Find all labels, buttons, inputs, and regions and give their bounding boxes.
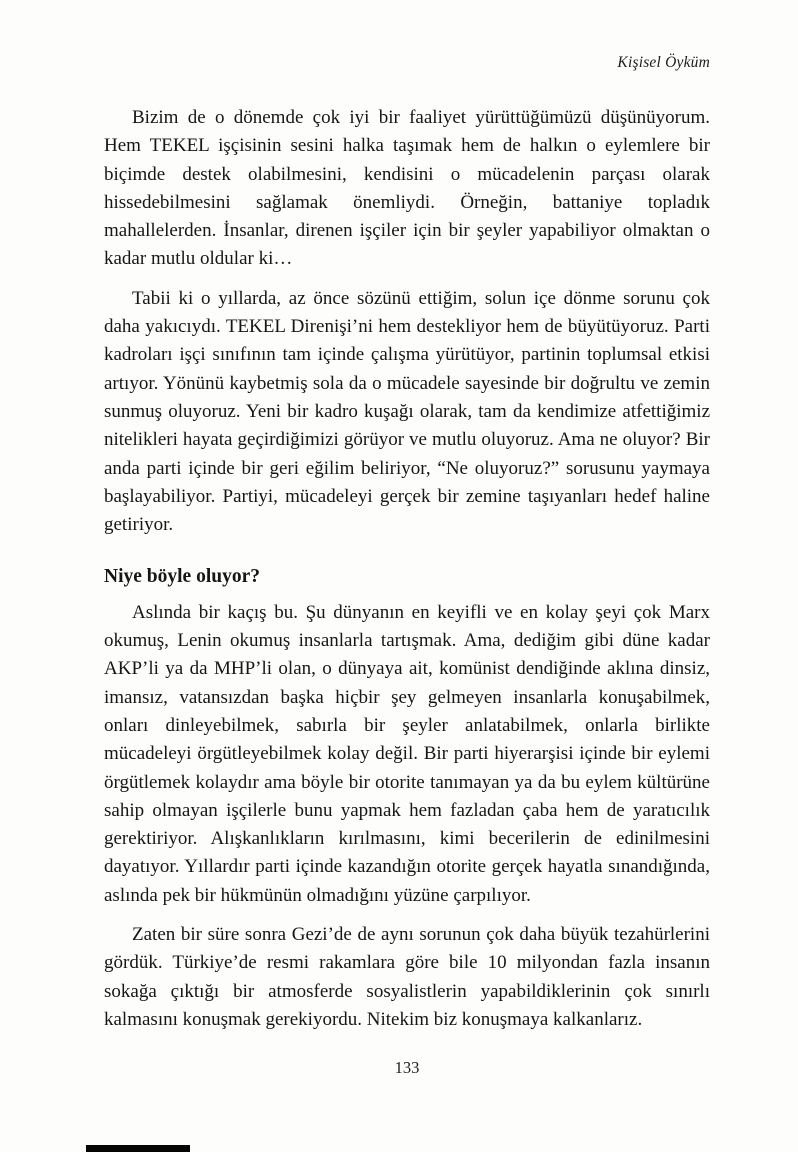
- running-header: Kişisel Öyküm: [617, 54, 710, 71]
- paragraph: Zaten bir süre sonra Gezi’de de aynı sorunun çok daha büyük tezahürlerini gördük. Türkiye’de resmi rakamlara göre bile 10 milyondan fazla insanın sokağa çıktığı bir atmosferde sosyalistlerin yapabildiklerinin çok sınırlı kalmasını konuşmak gerekiyordu. Nitekim biz konuşmaya kalkanlarız.: [104, 924, 710, 1030]
- paragraph: Aslında bir kaçış bu. Şu dünyanın en keyifli ve en kolay şeyi çok Marx okumuş, Lenin okumuş insanlarla tartışmak. Ama, dediğim gibi düne kadar AKP’li ya da MHP’li olan, o dünyaya ait, komünist dendiğinde aklına dinsiz, imansız, vatansızdan başka hiçbir şey gelmeyen insanlarla konuşabilmek, onları dinleyebilmek, sabırla bir şeyler anlatabilmek, onlarla birlikte mücadeleyi örgütleyebilmek kolay değil. Bir parti hiyerarşisi içinde bir eylemi örgütlemek kolaydır ama böyle bir otorite tanımayan ya da bu eylem kültürüne sahip olmayan işçilerle bunu yapmak hem fazladan çaba hem de yaratıcılık gerektiriyor. Alışkanlıkların kırılmasını, kimi becerilerin de edinilmesini dayatıyor. Yıllardır parti içinde kazandığın otorite gerçek hayatla sınandığında, aslında pek bir hükmünün olmadığını yüzüne çarpılıyor.: [104, 601, 710, 906]
- section-heading: Niye böyle oluyor?: [104, 566, 260, 588]
- paragraph: Tabii ki o yıllarda, az önce sözünü ettiğim, solun içe dönme sorunu çok daha yakıcıydı. TEKEL Direnişi’ni hem destekliyor hem de büyütüyoruz. Parti kadroları işçi sınıfının tam içinde çalışma yürütüyor, partinin toplumsal etkisi artıyor. Yönünü kaybetmiş sola da o mücadele sayesinde bir doğrultu ve zemin sunmuş oluyoruz. Yeni bir kadro kuşağı olarak, tam da kendimize atfettiğimiz nitelikleri hayata geçirdiğimizi görüyor ve mutlu oluyoruz. Ama ne oluyor? Bir anda parti içinde bir geri eğilim beliriyor, “Ne oluyoruz?” sorusunu yaymaya başlayabiliyor. Partiyi, mücadeleyi gerçek bir zemine taşıyanları hedef haline getiriyor.: [104, 287, 710, 536]
- page-number: 133: [394, 1058, 420, 1077]
- scan-edge-artifact: [86, 1145, 190, 1152]
- text-block: [104, 104, 710, 1045]
- paragraph: Bizim de o dönemde çok iyi bir faaliyet yürüttüğümüzü düşünüyorum. Hem TEKEL işçisinin sesini halka taşımak hem de halkın o eylemlere bir biçimde destek olabilmesini, kendisini o mücadelenin parçası olarak hissedebilmesini sağlamak önemliydi. Örneğin, battaniye topladık mahallelerden. İnsanlar, direnen işçiler için bir şeyler yapabiliyor olmaktan o kadar mutlu oldular ki…: [104, 107, 710, 270]
